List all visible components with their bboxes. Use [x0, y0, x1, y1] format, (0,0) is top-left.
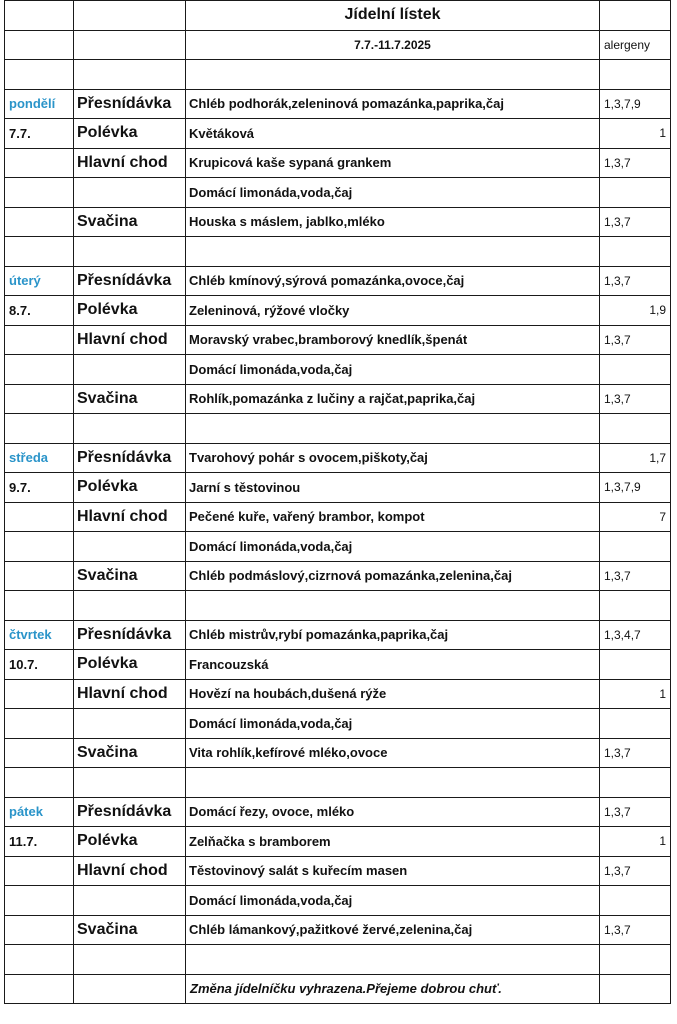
- allergen-codes: 1,3,4,7: [600, 620, 671, 650]
- allergen-codes: 1: [600, 827, 671, 857]
- allergen-codes: [600, 650, 671, 680]
- allergen-codes: 1,3,7: [600, 384, 671, 414]
- menu-row: [5, 797, 671, 827]
- menu-row: [5, 532, 671, 562]
- menu-table: [4, 0, 671, 1004]
- allergen-codes: 1: [600, 119, 671, 149]
- empty-cell: [74, 60, 186, 90]
- allergen-codes: 1: [600, 679, 671, 709]
- empty-cell: [5, 974, 74, 1004]
- empty-cell: [600, 945, 671, 975]
- dish-text: Chléb lámankový,pažitkové žervé,zelenina,čaj: [186, 915, 600, 945]
- day-date: 10.7.: [5, 650, 74, 680]
- empty-cell: [5, 414, 74, 444]
- menu-row: [5, 915, 671, 945]
- course-label: Hlavní chod: [74, 325, 186, 355]
- dish-text: Hovězí na houbách,dušená rýže: [186, 679, 600, 709]
- course-label: Hlavní chod: [74, 502, 186, 532]
- allergen-codes: 7: [600, 502, 671, 532]
- course-label: [74, 178, 186, 208]
- empty-cell: [5, 768, 74, 798]
- day-name: čtvrtek: [5, 620, 74, 650]
- menu-row: [5, 89, 671, 119]
- menu-row: [5, 296, 671, 326]
- dish-text: Krupicová kaše sypaná grankem: [186, 148, 600, 178]
- spacer-row: [5, 591, 671, 621]
- empty-cell: [5, 148, 74, 178]
- course-label: Polévka: [74, 296, 186, 326]
- empty-cell: [74, 414, 186, 444]
- dish-text: Domácí řezy, ovoce, mléko: [186, 797, 600, 827]
- allergen-codes: 1,3,7,9: [600, 473, 671, 503]
- title-row: [5, 1, 671, 31]
- empty-cell: [5, 561, 74, 591]
- empty-cell: [74, 945, 186, 975]
- empty-cell: [5, 30, 74, 60]
- footer-note: Změna jídelníčku vyhrazena.Přejeme dobrou chuť.: [186, 974, 600, 1004]
- empty-cell: [5, 207, 74, 237]
- empty-cell: [600, 974, 671, 1004]
- empty-cell: [5, 709, 74, 739]
- dish-text: Vita rohlík,kefírové mléko,ovoce: [186, 738, 600, 768]
- empty-cell: [186, 768, 600, 798]
- menu-row: [5, 502, 671, 532]
- course-label: Přesnídávka: [74, 797, 186, 827]
- dish-text: Rohlík,pomazánka z lučiny a rajčat,paprika,čaj: [186, 384, 600, 414]
- course-label: Polévka: [74, 650, 186, 680]
- dish-text: Moravský vrabec,bramborový knedlík,špenát: [186, 325, 600, 355]
- allergen-codes: 1,3,7: [600, 148, 671, 178]
- empty-cell: [5, 1, 74, 31]
- spacer-row: [5, 945, 671, 975]
- menu-row: [5, 561, 671, 591]
- allergen-codes: 1,3,7: [600, 738, 671, 768]
- empty-cell: [5, 738, 74, 768]
- allergen-codes: 1,3,7: [600, 325, 671, 355]
- dish-text: Domácí limonáda,voda,čaj: [186, 355, 600, 385]
- dish-text: Chléb podmáslový,cizrnová pomazánka,zelenina,čaj: [186, 561, 600, 591]
- day-date: 7.7.: [5, 119, 74, 149]
- allergen-codes: 1,3,7: [600, 207, 671, 237]
- dish-text: Domácí limonáda,voda,čaj: [186, 709, 600, 739]
- dish-text: Chléb podhorák,zeleninová pomazánka,paprika,čaj: [186, 89, 600, 119]
- day-date: 9.7.: [5, 473, 74, 503]
- course-label: Hlavní chod: [74, 679, 186, 709]
- empty-cell: [74, 974, 186, 1004]
- course-label: [74, 532, 186, 562]
- empty-cell: [5, 915, 74, 945]
- empty-cell: [5, 886, 74, 916]
- spacer-row: [5, 60, 671, 90]
- allergen-codes: 1,3,7: [600, 266, 671, 296]
- menu-row: [5, 355, 671, 385]
- empty-cell: [74, 1, 186, 31]
- menu-row: [5, 443, 671, 473]
- allergen-codes: 1,3,7: [600, 561, 671, 591]
- menu-row: [5, 119, 671, 149]
- empty-cell: [74, 30, 186, 60]
- menu-row: [5, 325, 671, 355]
- course-label: Svačina: [74, 207, 186, 237]
- menu-row: [5, 148, 671, 178]
- date-row: [5, 30, 671, 60]
- empty-cell: [600, 1, 671, 31]
- course-label: Polévka: [74, 827, 186, 857]
- course-label: Svačina: [74, 561, 186, 591]
- dish-text: Pečené kuře, vařený brambor, kompot: [186, 502, 600, 532]
- course-label: Přesnídávka: [74, 266, 186, 296]
- menu-row: [5, 384, 671, 414]
- dish-text: Chléb kmínový,sýrová pomazánka,ovoce,čaj: [186, 266, 600, 296]
- dish-text: Domácí limonáda,voda,čaj: [186, 532, 600, 562]
- course-label: Přesnídávka: [74, 620, 186, 650]
- course-label: Hlavní chod: [74, 856, 186, 886]
- dish-text: Zelňačka s bramborem: [186, 827, 600, 857]
- menu-row: [5, 178, 671, 208]
- dish-text: Houska s máslem, jablko,mléko: [186, 207, 600, 237]
- allergen-codes: [600, 886, 671, 916]
- empty-cell: [5, 178, 74, 208]
- course-label: [74, 355, 186, 385]
- menu-row: [5, 856, 671, 886]
- day-name: pátek: [5, 797, 74, 827]
- course-label: Svačina: [74, 384, 186, 414]
- menu-row: [5, 827, 671, 857]
- dish-text: Květáková: [186, 119, 600, 149]
- menu-row: [5, 207, 671, 237]
- empty-cell: [5, 532, 74, 562]
- course-label: Polévka: [74, 119, 186, 149]
- empty-cell: [5, 325, 74, 355]
- empty-cell: [74, 237, 186, 267]
- allergen-codes: 1,3,7: [600, 915, 671, 945]
- dish-text: Zeleninová, rýžové vločky: [186, 296, 600, 326]
- course-label: Hlavní chod: [74, 148, 186, 178]
- allergen-codes: 1,9: [600, 296, 671, 326]
- allergen-codes: 1,3,7,9: [600, 89, 671, 119]
- dish-text: Domácí limonáda,voda,čaj: [186, 178, 600, 208]
- empty-cell: [5, 945, 74, 975]
- empty-cell: [5, 60, 74, 90]
- spacer-row: [5, 768, 671, 798]
- empty-cell: [5, 384, 74, 414]
- dish-text: Francouzská: [186, 650, 600, 680]
- empty-cell: [600, 591, 671, 621]
- course-label: [74, 709, 186, 739]
- empty-cell: [186, 237, 600, 267]
- page-title: Jídelní lístek: [186, 1, 600, 31]
- allergen-codes: 1,3,7: [600, 856, 671, 886]
- empty-cell: [186, 60, 600, 90]
- empty-cell: [600, 768, 671, 798]
- menu-row: [5, 620, 671, 650]
- day-name: pondělí: [5, 89, 74, 119]
- empty-cell: [74, 591, 186, 621]
- day-date: 11.7.: [5, 827, 74, 857]
- menu-row: [5, 679, 671, 709]
- course-label: Přesnídávka: [74, 89, 186, 119]
- dish-text: Domácí limonáda,voda,čaj: [186, 886, 600, 916]
- course-label: Svačina: [74, 738, 186, 768]
- menu-row: [5, 886, 671, 916]
- empty-cell: [74, 768, 186, 798]
- allergen-codes: [600, 355, 671, 385]
- empty-cell: [5, 591, 74, 621]
- day-name: úterý: [5, 266, 74, 296]
- empty-cell: [600, 237, 671, 267]
- menu-row: [5, 473, 671, 503]
- empty-cell: [186, 945, 600, 975]
- spacer-row: [5, 237, 671, 267]
- empty-cell: [186, 591, 600, 621]
- menu-row: [5, 650, 671, 680]
- course-label: Přesnídávka: [74, 443, 186, 473]
- dish-text: Jarní s těstovinou: [186, 473, 600, 503]
- allergen-codes: [600, 709, 671, 739]
- course-label: Polévka: [74, 473, 186, 503]
- allergen-codes: 1,3,7: [600, 797, 671, 827]
- course-label: [74, 886, 186, 916]
- menu-row: [5, 266, 671, 296]
- menu-sheet: [4, 0, 670, 1004]
- allergens-header: alergeny: [600, 30, 671, 60]
- day-name: středa: [5, 443, 74, 473]
- menu-row: [5, 709, 671, 739]
- empty-cell: [600, 60, 671, 90]
- day-date: 8.7.: [5, 296, 74, 326]
- date-range: 7.7.-11.7.2025: [186, 30, 600, 60]
- empty-cell: [600, 414, 671, 444]
- dish-text: Tvarohový pohár s ovocem,piškoty,čaj: [186, 443, 600, 473]
- allergen-codes: [600, 532, 671, 562]
- spacer-row: [5, 414, 671, 444]
- menu-table-body: [5, 1, 671, 1004]
- dish-text: Těstovinový salát s kuřecím masen: [186, 856, 600, 886]
- course-label: Svačina: [74, 915, 186, 945]
- empty-cell: [5, 237, 74, 267]
- empty-cell: [5, 502, 74, 532]
- allergen-codes: [600, 178, 671, 208]
- allergen-codes: 1,7: [600, 443, 671, 473]
- empty-cell: [186, 414, 600, 444]
- footer-row: [5, 974, 671, 1004]
- menu-row: [5, 738, 671, 768]
- empty-cell: [5, 355, 74, 385]
- empty-cell: [5, 856, 74, 886]
- dish-text: Chléb mistrův,rybí pomazánka,paprika,čaj: [186, 620, 600, 650]
- empty-cell: [5, 679, 74, 709]
